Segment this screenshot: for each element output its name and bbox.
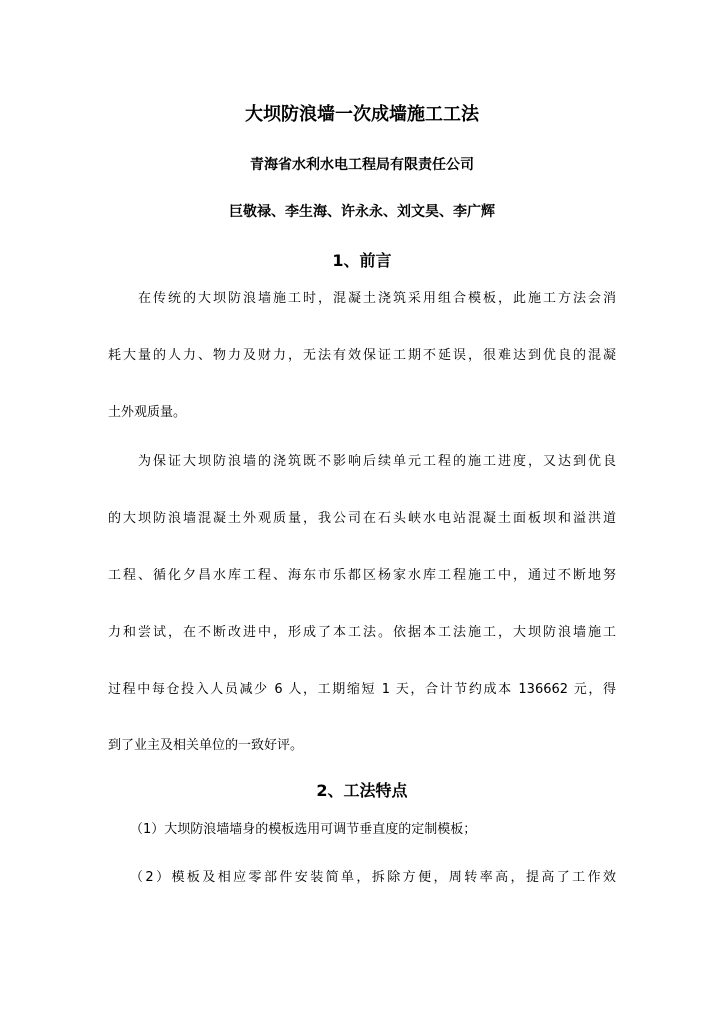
paragraph-line: 过程中每仓投入人员减少 6 人，工期缩短 1 天，合计节约成本 136662 元，得 bbox=[108, 682, 616, 697]
paragraph-line: 力和尝试，在不断改进中，形成了本工法。依据本工法施工，大坝防浪墙施工 bbox=[108, 625, 616, 640]
paragraph-line: 为保证大坝防浪墙的浇筑既不影响后续单元工程的施工进度，又达到优良 bbox=[138, 454, 616, 469]
organization-name: 青海省水利水电工程局有限责任公司 bbox=[250, 157, 474, 173]
paragraph-line: 在传统的大坝防浪墙施工时，混凝土浇筑采用组合模板，此施工方法会消 bbox=[138, 291, 616, 306]
document-title: 大坝防浪墙一次成墙施工工法 bbox=[245, 104, 479, 125]
paragraph-line: 的大坝防浪墙混凝土外观质量，我公司在石头峡水电站混凝土面板坝和溢洪道 bbox=[108, 511, 616, 526]
list-item-line: （2）模板及相应零部件安装简单，拆除方便，周转率高，提高了工作效 bbox=[130, 870, 616, 885]
section-heading-features: 2、工法特点 bbox=[316, 781, 408, 800]
paragraph-line: 耗大量的人力、物力及财力，无法有效保证工期不延误，很难达到优良的混凝 bbox=[108, 348, 616, 363]
paragraph-line: 到了业主及相关单位的一致好评。 bbox=[108, 738, 304, 753]
paragraph-line: 工程、循化夕昌水库工程、海东市乐都区杨家水库工程施工中，通过不断地努 bbox=[108, 568, 616, 583]
section-heading-preface: 1、前言 bbox=[332, 251, 392, 270]
paragraph-line: 土外观质量。 bbox=[108, 405, 187, 420]
list-item-line: （1）大坝防浪墙墙身的模板选用可调节垂直度的定制模板； bbox=[130, 822, 477, 837]
author-list: 巨敬禄、李生海、许永永、刘文昊、李广辉 bbox=[229, 204, 495, 220]
